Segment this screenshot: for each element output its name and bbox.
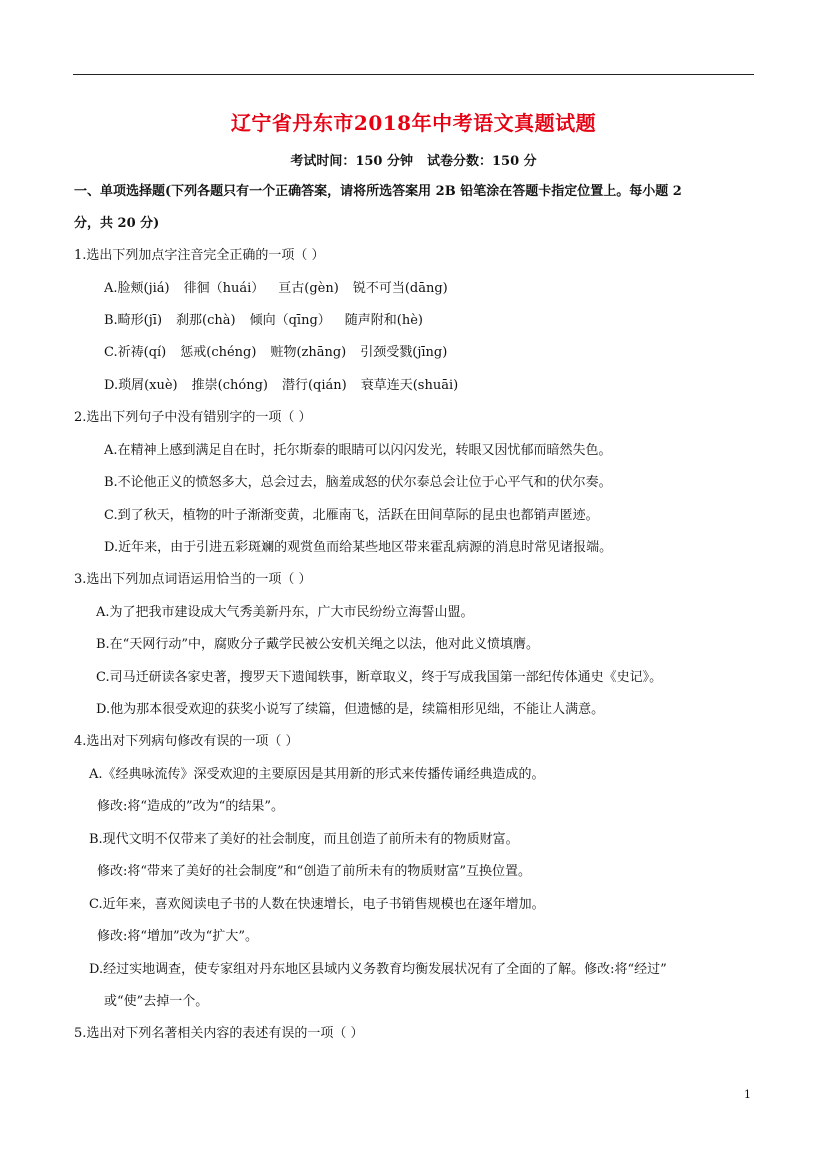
q1-option-c [104,344,447,362]
q1-d-4: 衰草连天(shuāi) [360,378,459,393]
q4-fix-b: 修改:将“带来了美好的社会制度”和“创造了前所未有的物质财富”互换位置。 [97,864,531,879]
q2-option-b: B.不论他正义的愤怒多大，总会过去，脑羞成怒的伏尔泰总会让位于心平气和的伏尔奏。 [104,475,612,490]
q3-option-d: D.他为那本很受欢迎的获奖小说写了续篇，但遗憾的是，续篇相形见绌，不能让人满意。 [96,702,605,717]
q4-fix-a: 修改:将“造成的”改为“的结果”。 [97,799,284,814]
exam-time: 考试时间：150 分钟 [290,154,413,169]
q2-option-c: C.到了秋天，植物的叶子渐渐变黄，北雁南飞，活跃在田间草际的昆虫也都销声匿迹。 [104,508,599,523]
page-number: 1 [744,1088,751,1101]
q1-c-4: 引颈受戮(jīng) [360,345,448,360]
q1-d-1: D.琐屑(xuè) [104,378,178,393]
q1-c-1: C.祈祷(qí) [104,345,167,360]
q4-option-d-cont: 或“使”去掉一个。 [104,994,209,1009]
q3-option-c: C.司马迁研读各家史著，搜罗天下遗闻轶事，断章取义，终于写成我国第一部纪传体通史《史记》。 [96,670,663,685]
q2-option-d: D.近年来，由于引进五彩斑斓的观赏鱼而给某些地区带来霍乱病源的消息时常见诸报端。 [104,540,613,555]
q1-a-3: 亘古(gèn) [278,281,339,296]
q1-b-2: 刹那(chà) [176,313,236,328]
q3-stem: 3.选出下列加点词语运用恰当的一项（ ） [74,572,312,587]
q3-option-b: B.在“天网行动”中，腐败分子戴学民被公安机关绳之以法，他对此义愤填膺。 [96,637,539,652]
q1-a-1: A.脸颊(jiá) [104,281,170,296]
q1-a-4: 锐不可当(dāng) [352,281,448,296]
q4-option-c: C.近年来，喜欢阅读电子书的人数在快速增长，电子书销售规模也在逐年增加。 [89,897,545,912]
q1-stem: 1.选出下列加点字注音完全正确的一项（ ） [74,248,325,263]
page-title: 辽宁省丹东市2018年中考语文真题试题 [230,111,597,135]
q1-b-1: B.畸形(jī) [104,313,163,328]
q1-option-d [104,377,458,395]
q4-option-d: D.经过实地调查，使专家组对丹东地区县域内义务教育均衡发展状况有了全面的了解。修改:将“经过” [89,962,667,977]
exam-score: 试卷分数：150 分 [427,154,537,169]
q2-option-a: A.在精神上感到满足自在时，托尔斯泰的眼睛可以闪闪发光，转眼又因忧郁而暗然失色。 [104,443,612,458]
q1-c-3: 赃物(zhāng) [270,345,347,360]
section-heading-line1: 一、单项选择题(下列各题只有一个正确答案，请将所选答案用 2B 铅笔涂在答题卡指定位置上。每小题 2 [74,184,682,199]
header-rule [73,74,754,75]
q1-c-2: 惩戒(chéng) [180,345,257,360]
q1-option-a [104,280,448,298]
q1-d-2: 推崇(chóng) [191,378,268,393]
q4-option-b: B.现代文明不仅带来了美好的社会制度，而且创造了前所未有的物质财富。 [89,832,519,847]
q4-fix-c: 修改:将“增加”改为“扩大”。 [97,929,258,944]
q4-stem: 4.选出对下列病句修改有误的一项（ ） [74,734,299,749]
q4-option-a: A.《经典咏流传》深受欢迎的主要原因是其用新的形式来传播传诵经典造成的。 [89,767,545,782]
q1-b-4: 随声附和(hè) [344,313,423,328]
q1-option-b [104,312,423,330]
section-heading-line2: 分，共 20 分) [74,216,160,231]
q5-stem: 5.选出对下列名著相关内容的表述有误的一项（ ） [74,1026,364,1041]
q1-a-2: 徘徊（huái） [183,281,265,296]
q1-d-3: 潜行(qián) [281,378,347,393]
exam-info [0,150,827,169]
q2-stem: 2.选出下列句子中没有错别字的一项（ ） [74,410,312,425]
q1-b-3: 倾向（qīng） [249,313,331,328]
q3-option-a: A.为了把我市建设成大气秀美新丹东，广大市民纷纷立海誓山盟。 [96,605,474,620]
